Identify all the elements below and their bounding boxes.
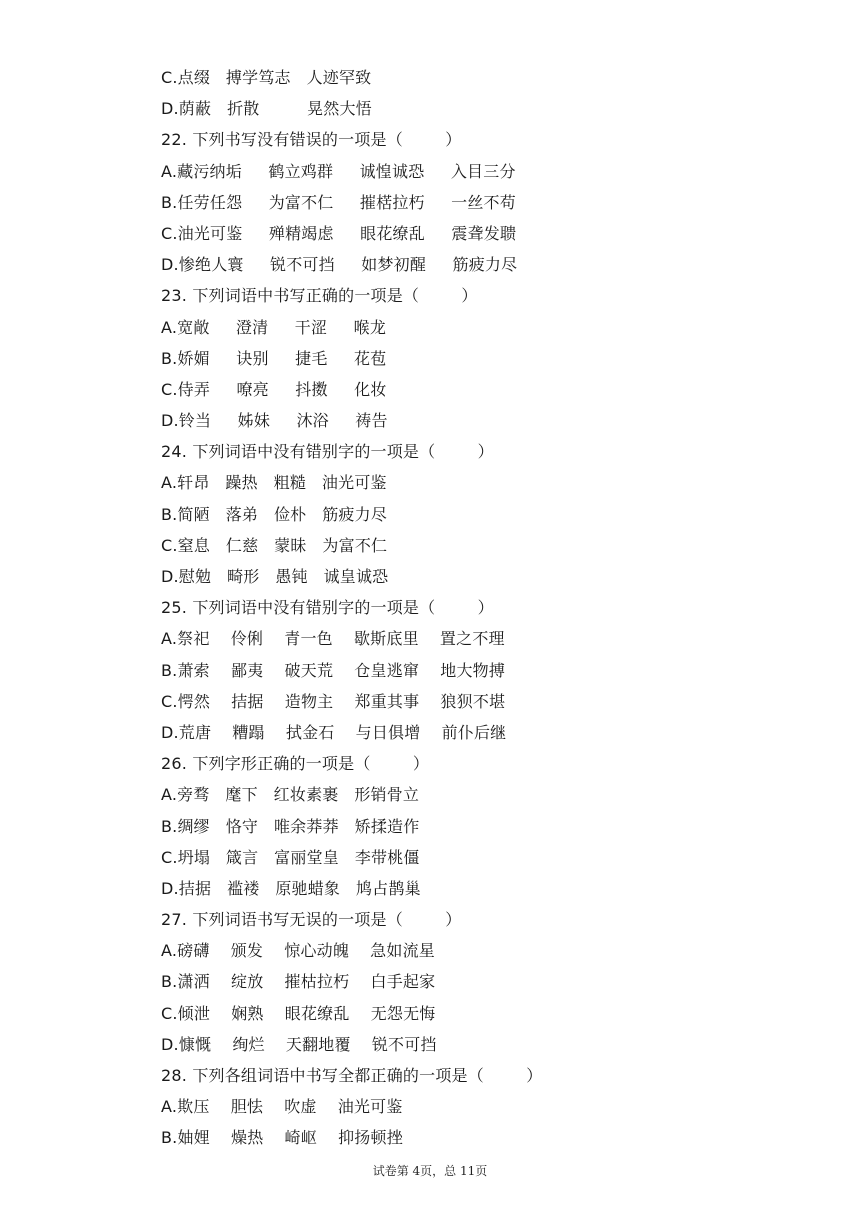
option-line: D.慰勉 畸形 愚钝 诚皇诚恐 (161, 567, 389, 586)
option-line: B.萧索 鄙夷 破天荒 仓皇逃窜 地大物搏 (161, 660, 506, 680)
page-footer: 试卷第 4页，总 11页 (372, 1164, 488, 1178)
question-stem: 22. 下列书写没有错误的一项是（ ） (161, 130, 462, 150)
option-line: A.轩昂 躁热 粗糙 油光可鉴 (161, 473, 387, 493)
option-line: A.藏污纳垢 鹤立鸡群 诚惶诚恐 入目三分 (161, 161, 516, 181)
question-stem: 24. 下列词语中没有错别字的一项是（ ） (161, 442, 494, 462)
option-line: A.旁骛 麾下 红妆素裹 形销骨立 (161, 785, 420, 805)
question-stem: 23. 下列词语中书写正确的一项是（ ） (161, 286, 478, 306)
question-stem: 27. 下列词语书写无误的一项是（ ） (161, 910, 462, 930)
question-stem: 26. 下列字形正确的一项是（ ） (161, 754, 430, 774)
option-line: C.倾泄 娴熟 眼花缭乱 无怨无悔 (161, 1003, 436, 1023)
option-line: B.潇洒 绽放 摧枯拉朽 白手起家 (161, 972, 436, 992)
option-line: B.简陋 落弟 俭朴 筋疲力尽 (161, 504, 388, 524)
option-line: B.娇媚 诀别 捷毛 花苞 (161, 348, 387, 368)
option-line: B.绸缪 恪守 唯余莽莽 矫揉造作 (161, 816, 420, 836)
option-line: A.宽敞 澄清 干涩 喉龙 (161, 317, 387, 337)
option-line: C.坍塌 箴言 富丽堂皇 李带桃僵 (161, 847, 420, 867)
option-line: C.窒息 仁慈 蒙昧 为富不仁 (161, 535, 388, 555)
option-line: D.慷慨 绚烂 天翻地覆 锐不可挡 (161, 1034, 437, 1054)
option-line: D.荫蔽 折散 晃然大悟 (161, 99, 372, 119)
option-line: D.铃当 姊妹 沐浴 祷告 (161, 411, 388, 431)
option-line: D.荒唐 糟蹋 拭金石 与日俱增 前仆后继 (161, 722, 507, 742)
option-line: D.拮据 褴褛 原驰蜡象 鸠占鹊巢 (161, 878, 421, 898)
option-line: D.惨绝人寰 锐不可挡 如梦初醒 筋疲力尽 (161, 255, 518, 275)
option-line: B.妯娌 燥热 崎岖 抑扬顿挫 (161, 1128, 403, 1148)
option-line: C.油光可鉴 殚精竭虑 眼花缭乱 震聋发聩 (161, 223, 517, 243)
question-stem: 25. 下列词语中没有错别字的一项是（ ） (161, 598, 494, 618)
option-line: A.祭祀 伶俐 青一色 歇斯底里 置之不理 (161, 629, 505, 649)
option-line: C.点缀 搏学笃志 人迹罕致 (161, 68, 372, 87)
option-line: C.侍弄 嘹亮 抖擞 化妆 (161, 379, 387, 399)
option-line: A.磅礴 颁发 惊心动魄 急如流星 (161, 941, 435, 961)
question-content (161, 62, 781, 1154)
option-line: B.任劳任怨 为富不仁 摧楛拉朽 一丝不苟 (161, 192, 516, 212)
option-line: A.欺压 胆怯 吹虚 油光可鉴 (161, 1097, 403, 1117)
question-stem: 28. 下列各组词语中书写全都正确的一项是（ ） (161, 1066, 543, 1085)
option-line: C.愕然 拮据 造物主 郑重其事 狼狈不堪 (161, 691, 506, 711)
